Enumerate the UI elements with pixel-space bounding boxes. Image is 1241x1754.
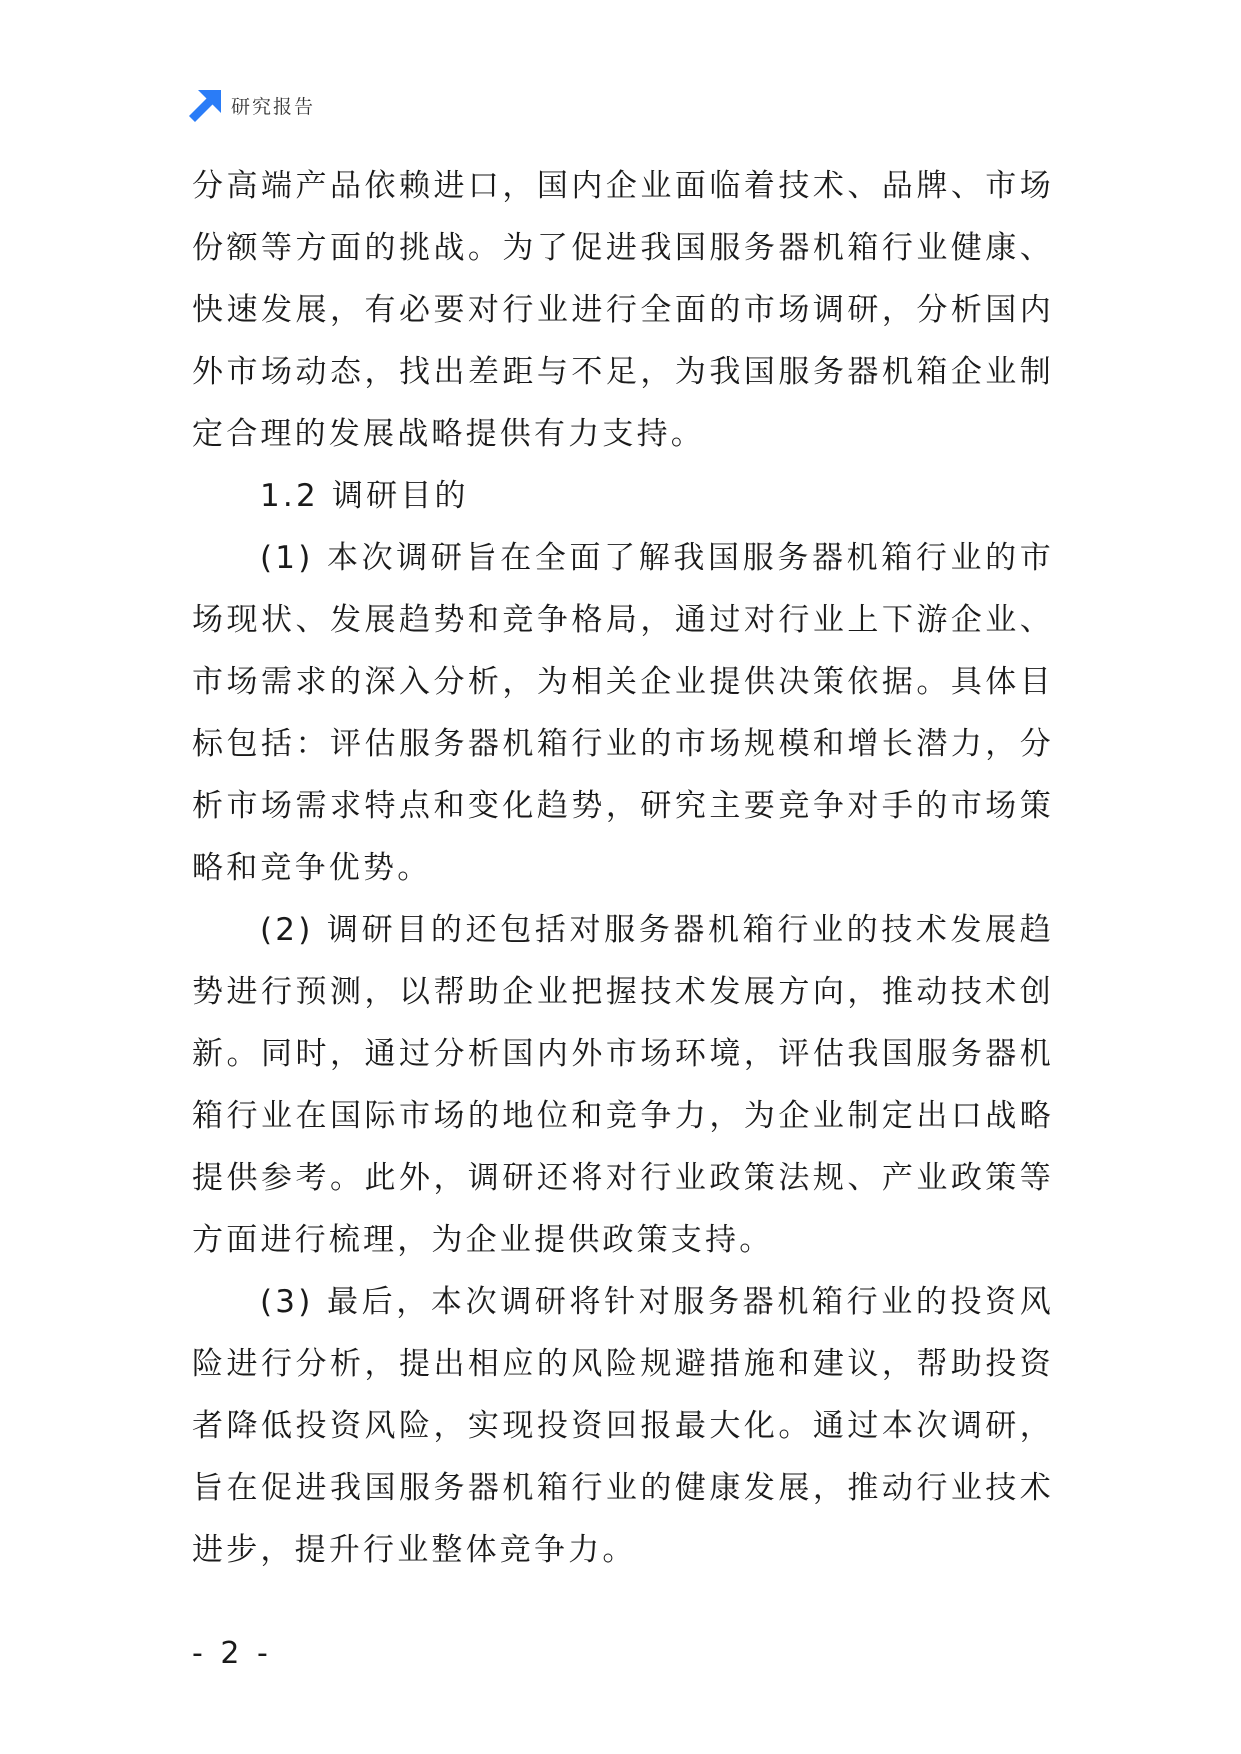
paragraph-objective-1: (1) 本次调研旨在全面了解我国服务器机箱行业的市场现状、发展趋势和竞争格局，通过对行业上下游企业、市场需求的深入分析，为相关企业提供决策依据。具体目标包括：评估服务器机箱行业的市场规模和增长潜力，分析市场需求特点和变化趋势，研究主要竞争对手的市场策略和竞争优势。 (192, 540, 1054, 886)
header-title: 研究报告 (231, 95, 316, 118)
page-number: - 2 - (192, 1636, 272, 1671)
document-body (192, 155, 1054, 1581)
paragraph-objective-2: (2) 调研目的还包括对服务器机箱行业的技术发展趋势进行预测，以帮助企业把握技术发展方向，推动技术创新。同时，通过分析国内外市场环境，评估我国服务器机箱行业在国际市场的地位和竞争力，为企业制定出口战略提供参考。此外，调研还将对行业政策法规、产业政策等方面进行梳理，为企业提供政策支持。 (192, 912, 1054, 1258)
arrow-up-right-icon (189, 89, 222, 122)
paragraph-continuation: 分高端产品依赖进口，国内企业面临着技术、品牌、市场份额等方面的挑战。为了促进我国服务器机箱行业健康、快速发展，有必要对行业进行全面的市场调研，分析国内外市场动态，找出差距与不足，为我国服务器机箱企业制定合理的发展战略提供有力支持。 (192, 168, 1054, 452)
page-header (189, 88, 315, 122)
paragraph-objective-3: (3) 最后，本次调研将针对服务器机箱行业的投资风险进行分析，提出相应的风险规避措施和建议，帮助投资者降低投资风险，实现投资回报最大化。通过本次调研，旨在促进我国服务器机箱行业的健康发展，推动行业技术进步，提升行业整体竞争力。 (192, 1284, 1054, 1568)
section-heading: 1.2 调研目的 (260, 478, 469, 514)
